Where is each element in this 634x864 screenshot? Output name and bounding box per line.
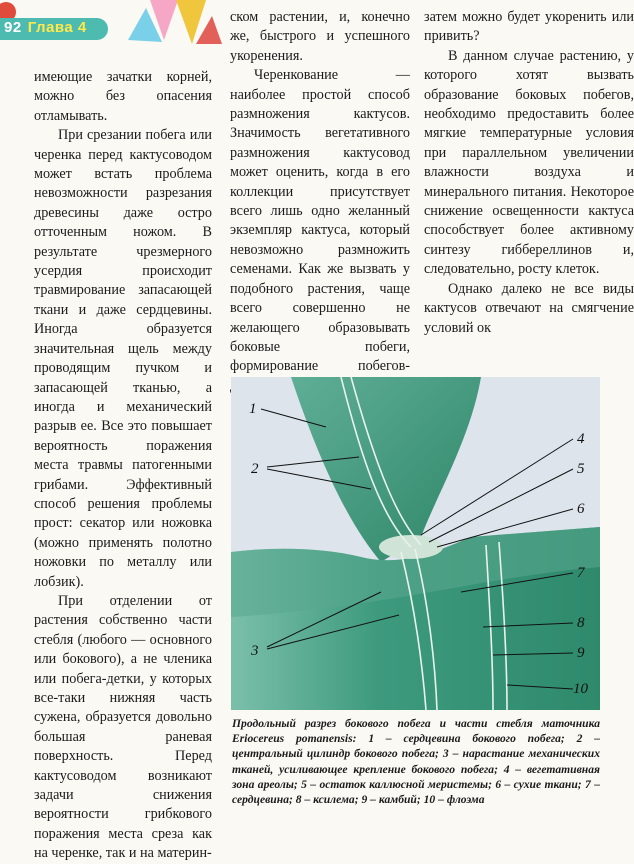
paragraph: При отделении от растения собственно части стебля (любого — основного или бокового), а не членика или побега-детки, у которых все-таки нижняя часть сужена, образуется довольно большая раневая поверхность. Перед кактусоводом возникают задачи снижения вероятности грибкового поражения места среза как на черенке, так и на материн- xyxy=(34,592,212,862)
text-column-2 xyxy=(230,8,410,396)
paragraph: В данном случае растению, у которого хотят вызвать образование боковых побегов, необходимо предоставить более мягкие температурные условия при параллельном увеличении влажности воздуха и минерального питания. Некоторое снижение освещенности кактуса способствует более активному синтезу гиббереллинов и, следовательно, росту клеток. xyxy=(424,47,634,278)
paragraph: ском растении, и, конечно же, быстрого и успешного укоренения. xyxy=(230,9,410,64)
figure-caption xyxy=(232,716,600,807)
figure-label: 8 xyxy=(577,615,585,631)
figure-label: 3 xyxy=(251,643,259,659)
figure-label: 1 xyxy=(249,401,257,417)
figure-label: 10 xyxy=(573,681,588,697)
paragraph: затем можно будет укоренить или привить? xyxy=(424,9,634,45)
figure-label: 4 xyxy=(577,431,585,447)
paragraph: Однако далеко не все виды кактусов отвечают на смягчение условий ок xyxy=(424,280,634,336)
page-number: 92 xyxy=(4,19,22,36)
paragraph: При срезании побега или черенка перед кактусоводом может встать проблема невозможности разрезания древесины даже остро отточенным ножом. В результате чрезмерного усердия происходит травмирование запасающей ткани и даже сердцевины. Иногда образуется значительная щель между проводящим пучком и запасающей тканью, а иногда и механический разрыв ее. Все это повышает вероятность поражения места травмы патогенными грибами. Эффективный способ решения проблемы прост: секатор или ножовка (можно применять полотно ножовки по металлу или лобзик). xyxy=(34,127,212,590)
figure-label: 7 xyxy=(577,565,585,581)
paragraph: Черенкование — наиболее простой способ размножения кактусов. Значимость вегетативного размножения кактусовод может оценить, когда в его коллекции присутствует всего лишь одно желанный экземпляр кактуса, который невозможно размножить семенами. Как же вызвать у подобного растения, чаще всего совершенно не желающего образовывать боковые побеги, формирование побегов- xyxy=(230,67,410,375)
caption-body: 1 – сердцевина бокового побега; 2 – центральный цилиндр бокового побега; 3 – нарастание механических тканей, усиливающее крепление бокового побега; 4 – вегетативная зона ареолы; 5 – остаток каллюсной меристемы; 6 – сухие ткани; 7 – сердцевина; 8 – ксилема; 9 – камбий; 10 – флоэма xyxy=(232,732,600,807)
figure-label: 9 xyxy=(577,645,585,661)
cross-section-illustration xyxy=(231,377,600,710)
paragraph: имеющие зачатки корней, можно без опасения отламывать. xyxy=(34,69,212,124)
text-column-3 xyxy=(424,8,634,338)
header-text xyxy=(4,19,87,36)
text-column-1 xyxy=(34,68,212,864)
caption-title: Продольный разрез бокового побега и части стебля маточника Eriocereus pomanensis: xyxy=(232,717,600,746)
figure-label: 2 xyxy=(251,461,259,477)
chapter-title: Глава 4 xyxy=(27,19,87,36)
cactus-section-photo xyxy=(231,377,600,710)
chapter-header xyxy=(0,0,220,62)
figure-label: 6 xyxy=(577,501,585,517)
figure-label: 5 xyxy=(577,461,585,477)
